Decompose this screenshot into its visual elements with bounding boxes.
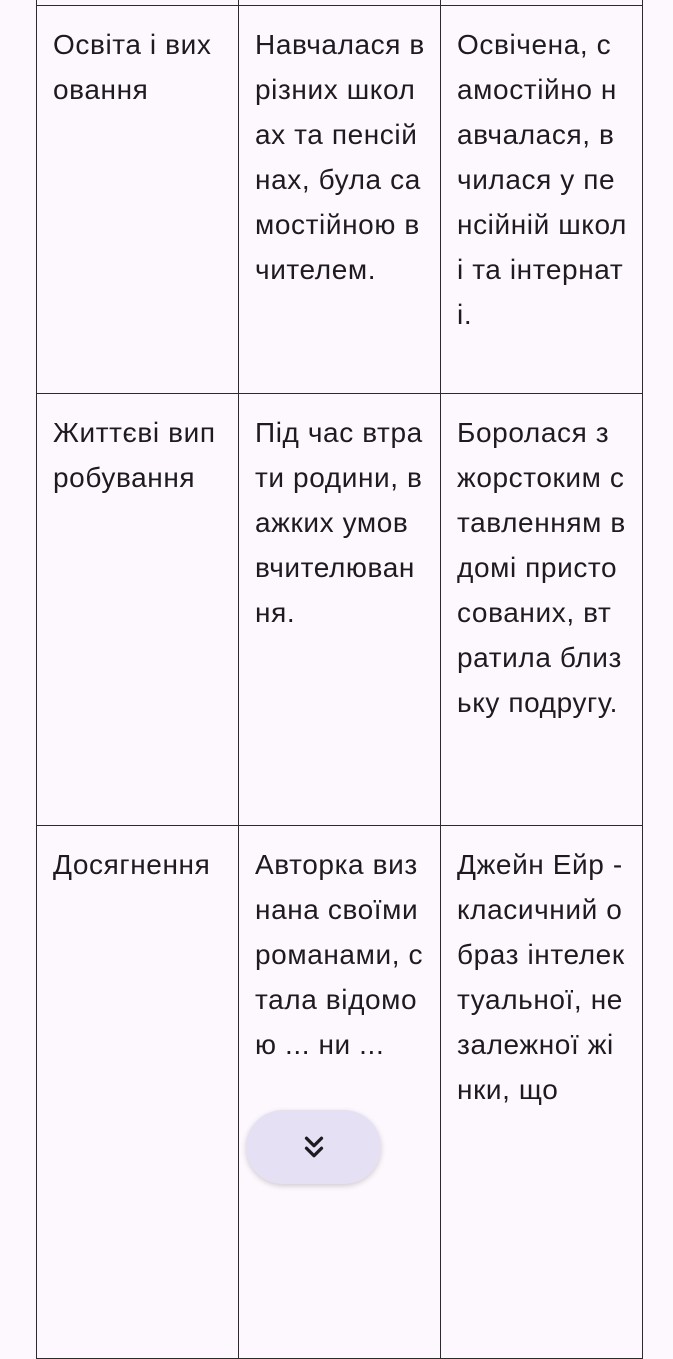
table-cell-aspect: Життєві випробування xyxy=(37,394,239,826)
table-cell-heroine: Освічена, самостійно навчалася, вчилася у пенсійній школі та інтернаті. xyxy=(441,6,643,394)
table-cell-aspect: Освіта і виховання xyxy=(37,6,239,394)
table-cell-author: Авторка визнана своїми романами, стала відомою ... ни ... xyxy=(239,826,441,1359)
table-cell-heroine: Боролася з жорстоким ставленням в домі пристосованих, втратила близьку подругу. xyxy=(441,394,643,826)
table-row xyxy=(37,6,643,394)
table-cell-author: Навчалася в різних школах та пенсійнах, була самостійною вчителем. xyxy=(239,6,441,394)
table-cell-author: Під час втрати родини, важких умов вчителювання. xyxy=(239,394,441,826)
scroll-down-button[interactable] xyxy=(246,1110,381,1184)
table-row xyxy=(37,394,643,826)
double-chevron-down-icon xyxy=(299,1132,329,1162)
table-cell-aspect: Досягнення xyxy=(37,826,239,1359)
table-row xyxy=(37,826,643,1359)
table-cell-heroine: Джейн Ейр - класичний образ інтелектуальної, незалежної жінки, що xyxy=(441,826,643,1359)
